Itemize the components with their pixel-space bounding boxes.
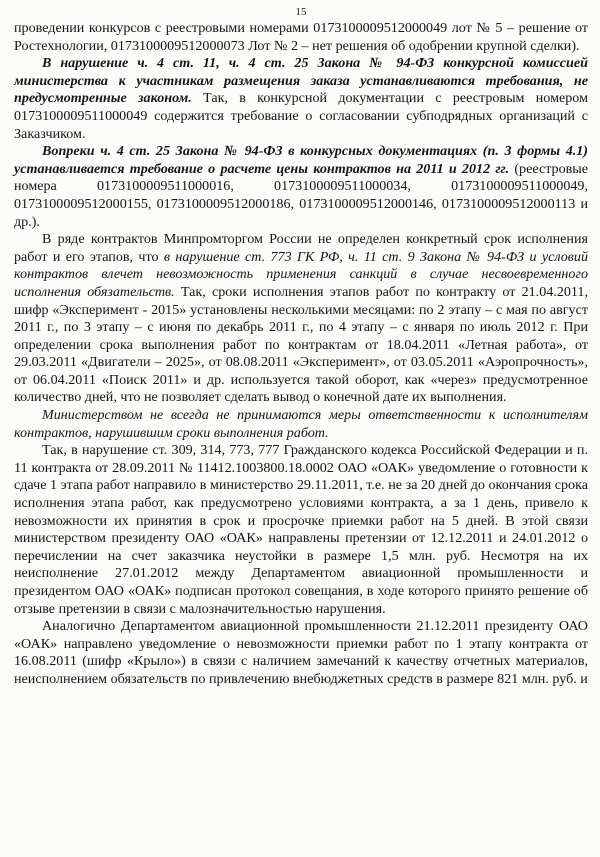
paragraph-2-text: Так, в конкурсной документации с реестровым номером 0173100009511000049 содержится требование о согласовании субподрядных организаций с Заказчиком. <box>14 90 588 142</box>
paragraph-2 <box>14 55 588 143</box>
paragraph-4 <box>14 231 588 407</box>
paragraph-4-text-end: Так, сроки исполнения этапов работ по контракту от 21.04.2011, шифр «Эксперимент - 2015» установлены несколькими месяцами: по 2 этапу – с мая по август 2011 г., по 3 этапу – с июня по декабрь 2011 г., по 4 этапу – с января по июль 2012 г. При определении срока выполнения работ по контрактам от 18.04.2011 «Летная работа», от 29.03.2011 «Двигатели – 2025», от 08.08.2011 «Эксперимент», от 03.05.2011 «Аэропрочность», от 06.04.2011 «Поиск 2011» и др. используется такой оборот, как «через» предусмотренное количество дней, что не позволяет сделать вывод о конечной дате их выполнения. <box>14 283 589 406</box>
paragraph-5 <box>14 407 588 442</box>
paragraph-7 <box>14 618 588 688</box>
paragraph-2-violation-lead: В нарушение ч. 4 ст. 11, ч. 4 ст. 25 Закона № 94-ФЗ конкурсной комиссией министерства к участникам размещения заказа устанавливаются требования, не предусмотренные законом. <box>14 55 588 107</box>
paragraph-7-text: Аналогично Департаментом авиационной промышленности 21.12.2011 президенту ОАО «ОАК» направлено уведомление о невозможности приемки работ по 1 этапу контракта от 16.08.2011 (шифр «Крыло») в связи с наличием замечаний к качеству отчетных материалов, неисполнением обязательств по привлечению внебюджетных средств в размере 821 млн. руб. и <box>14 618 588 687</box>
paragraph-6-text: Так, в нарушение ст. 309, 314, 773, 777 Гражданского кодекса Российской Федерации и п. 11 контракта от 28.09.2011 № 11412.1003800.18.0002 ОАО «ОАК» уведомление о готовности к сдаче 1 этапа работ направило в министерство 29.11.2011, т.е. не за 20 дней до окончания срока исполнения этапа работ, как предусмотрено условиями контракта, а за 1 день, привело к невозможности их принятия в срок и просрочке приемки работ на 5 дней. В этой связи министерством президенту ОАО «ОАК» направлены претензии от 12.12.2011 и 24.01.2012 о перечислении на счет заказчика неустойки в размере 1,5 млн. руб. Несмотря на их неисполнение 27.01.2012 между Департаментом авиационной промышленности и президентом ОАО «ОАК» подписан протокол совещания, в ходе которого принято решение об отзыве претензии в связи с малозначительностью нарушения. <box>14 442 588 617</box>
page-number: 15 <box>295 6 307 18</box>
paragraph-6 <box>14 442 588 618</box>
paragraph-5-text: Министерством не всегда не принимаются меры ответственности к исполнителям контрактов, нарушившим сроки выполнения работ. <box>14 407 588 441</box>
paragraph-1-text: проведении конкурсов с реестровыми номерами 0173100009512000049 лот № 5 – решение от Ростехнологии, 0173100009512000073 Лот № 2 – нет решения об одобрении крупной сделки). <box>14 20 588 54</box>
paragraph-4-text-start: В ряде контрактов Минпромторгом России не определен конкретный срок исполнения работ и его этапов, что <box>14 231 588 265</box>
paragraph-1 <box>14 20 588 55</box>
paragraph-3-text: (реестровые номера 0173100009511000016, 0173100009511000034, 0173100009511000049, 0173100009512000155, 0173100009512000186, 0173100009512000146, 0173100009512000113 и др.). <box>14 160 589 230</box>
paragraph-4-legal-reference: в нарушение ст. 773 ГК РФ, ч. 11 ст. 9 Закона № 94-ФЗ и условий контрактов влечет невозможность применения санкций в случае несвоевременного исполнения обязательств. <box>14 248 588 300</box>
paragraph-3-violation-lead: Вопреки ч. 4 ст. 25 Закона № 94-ФЗ в конкурсных документациях (п. 3 формы 4.1) устанавливается требование о расчете цены контрактов на 2011 и 2012 гг. <box>14 143 588 177</box>
paragraph-3 <box>14 143 588 231</box>
